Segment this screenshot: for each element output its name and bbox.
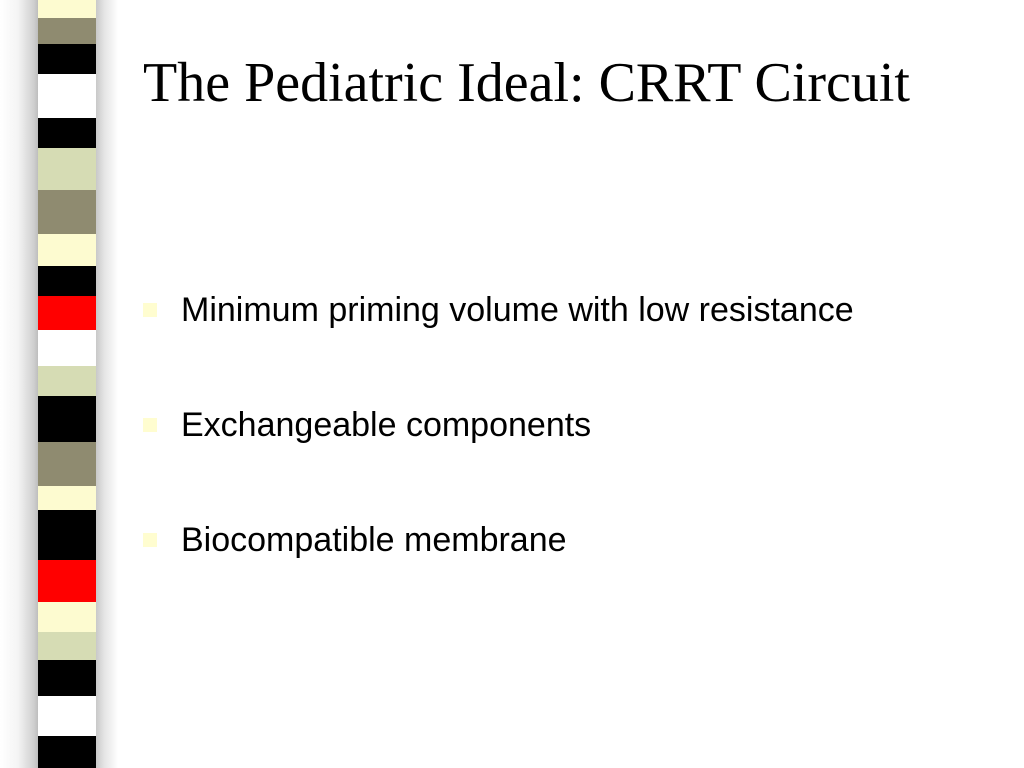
bullet-text: Biocompatible membrane <box>181 520 567 559</box>
stripe-segment <box>38 632 96 660</box>
stripe-segment <box>38 510 96 560</box>
stripe-segment <box>38 118 96 148</box>
bullet-item <box>143 284 993 336</box>
stripe-segment <box>38 266 96 296</box>
bullet-list <box>143 284 993 629</box>
square-bullet-icon <box>143 303 157 317</box>
stripe-segment <box>38 602 96 632</box>
decorative-stripe-band <box>0 0 120 768</box>
bullet-text: Minimum priming volume with low resistance <box>181 290 854 329</box>
stripe-segment <box>38 660 96 696</box>
stripe-segment <box>38 736 96 768</box>
slide-title: The Pediatric Ideal: CRRT Circuit <box>143 52 910 114</box>
square-bullet-icon <box>143 418 157 432</box>
stripe-segment <box>38 0 96 18</box>
bullet-text: Exchangeable components <box>181 405 592 444</box>
stripe-segment <box>38 190 96 234</box>
stripe-segment <box>38 442 96 486</box>
stripe-column <box>38 0 96 768</box>
stripe-segment <box>38 234 96 266</box>
stripe-segment <box>38 296 96 330</box>
stripe-segment <box>38 18 96 44</box>
stripe-segment <box>38 486 96 510</box>
stripe-segment <box>38 148 96 190</box>
bullet-item <box>143 514 993 566</box>
bullet-item <box>143 399 993 451</box>
stripe-segment <box>38 74 96 118</box>
stripe-segment <box>38 560 96 602</box>
stripe-segment <box>38 366 96 396</box>
stripe-segment <box>38 330 96 366</box>
stripe-segment <box>38 696 96 736</box>
stripe-segment <box>38 44 96 74</box>
stripe-segment <box>38 396 96 442</box>
square-bullet-icon <box>143 533 157 547</box>
